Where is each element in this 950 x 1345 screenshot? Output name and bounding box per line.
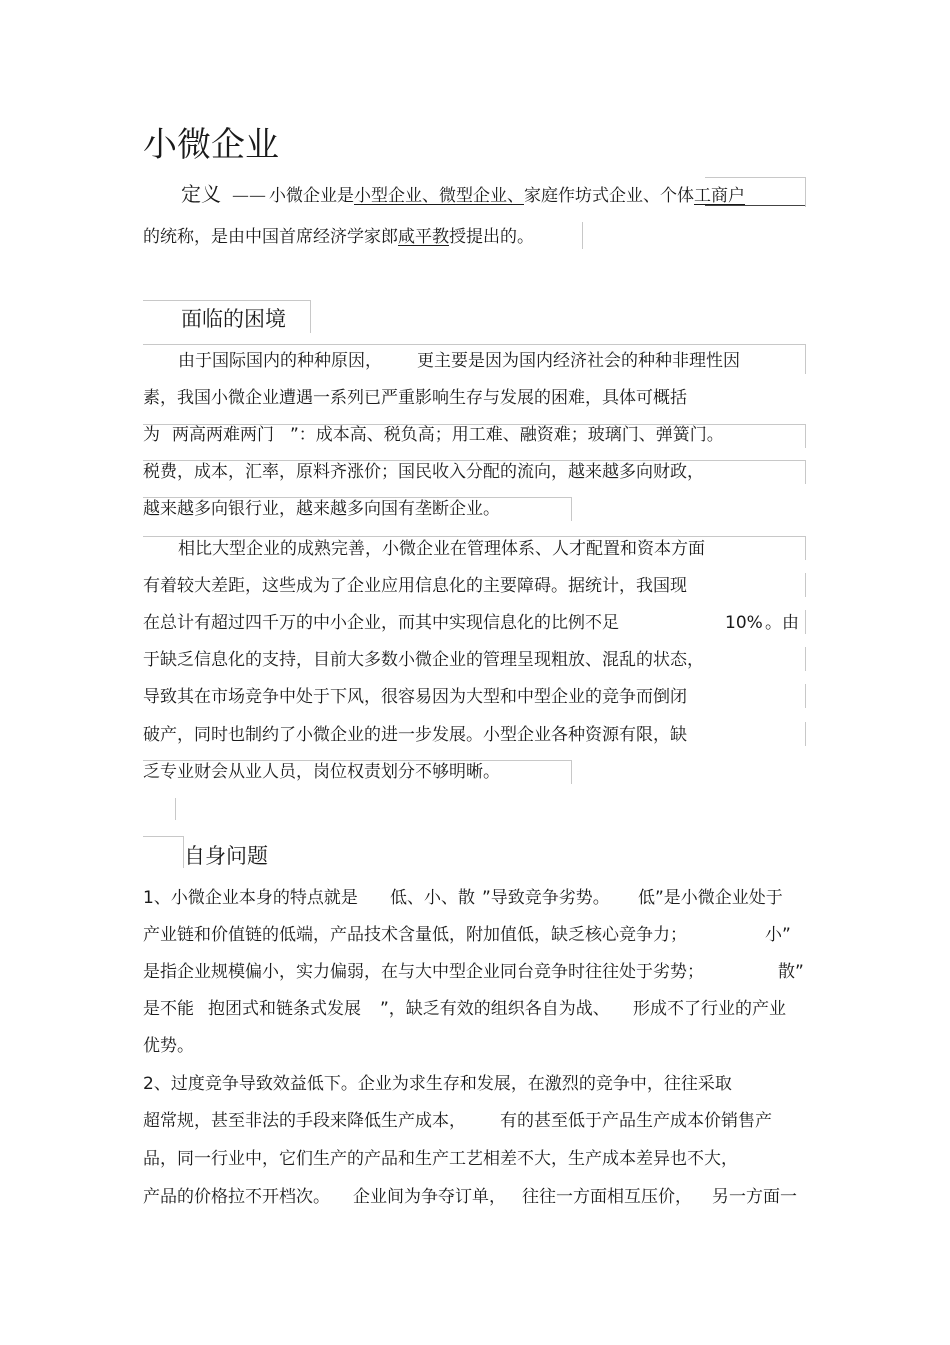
line-frame [805,424,806,448]
line-frame [143,536,805,537]
line-frame [143,460,805,461]
heading-frame [310,300,311,333]
paragraph-line: 导致其在市场竞争中处于下风，很容易因为大型和中型企业的竞争而倒闭 [143,687,687,707]
line-frame [805,722,806,746]
lang-xianping-link[interactable]: 咸平教 [398,227,449,247]
heading-frame [143,300,311,301]
paragraph-line: 散” [778,962,804,982]
underline-rule [705,205,805,206]
paragraph-line: 低、小、散 [390,888,475,908]
paragraph-line: 相比大型企业的成熟完善，小微企业在管理体系、人才配置和资本方面 [178,539,705,559]
micro-enterprise-link[interactable]: 微型企业、 [439,186,524,206]
paragraph-line: 2、过度竞争导致效益低下。企业为求生存和发展，在激烈的竞争中，往往采取 [143,1074,732,1094]
definition-dash: —— [232,186,266,206]
line-frame [582,222,583,249]
page-title: 小微企业 [143,125,279,165]
line-frame [143,424,805,425]
paragraph-line: 往往一方面相互压价， [522,1187,692,1207]
paragraph-line: 越来越多向银行业，越来越多向国有垄断企业。 [143,499,500,519]
line-frame [571,497,572,521]
line-frame [805,344,806,374]
line-frame [805,684,806,708]
paragraph-line: 为 两高两难两门 ”：成本高、税负高；用工难、融资难；玻璃门、弹簧门。 [143,425,724,445]
line-frame [805,177,806,207]
line-frame [143,344,805,345]
paragraph-line: 企业间为争夺订单， [353,1187,506,1207]
definition-line-1: 小微企业是小型企业、微型企业、家庭作坊式企业、个体工商户 [269,186,745,206]
line-frame [175,798,176,820]
paragraph-line: 素，我国小微企业遭遇一系列已严重影响生存与发展的困难，具体可概括 [143,388,687,408]
section-heading-own-problems: 自身问题 [184,844,268,868]
paragraph-line: 是指企业规模偏小，实力偏弱，在与大中型企业同台竞争时往往处于劣势； [143,962,704,982]
paragraph-line: 低”是小微企业处于 [638,888,783,908]
paragraph-line: 在总计有超过四千万的中小企业，而其中实现信息化的比例不足 [143,613,619,633]
paragraph-line: 产业链和价值链的低端，产品技术含量低，附加值低，缺乏核心竞争力； [143,925,687,945]
paragraph-line: 于缺乏信息化的支持，目前大多数小微企业的管理呈现粗放、混乱的状态， [143,650,704,670]
line-frame [805,647,806,671]
heading-frame [143,836,183,837]
paragraph-line: 另一方面一 [712,1187,797,1207]
paragraph-line: 是不能 [143,999,194,1019]
paragraph-line: 乏专业财会从业人员，岗位权责划分不够明晰。 [143,762,500,782]
paragraph-line: ”导致竞争劣势。 [482,888,610,908]
paragraph-line: 税费，成本，汇率，原料齐涨价；国民收入分配的流向，越来越多向财政， [143,462,704,482]
paragraph-line-end: 。由 [765,613,799,633]
paragraph-line: 优势。 [143,1036,194,1056]
paragraph-line: 超常规，甚至非法的手段来降低生产成本， [143,1111,466,1131]
line-frame [143,760,571,761]
line-frame [805,610,806,634]
paragraph-line: 品，同一行业中，它们生产的产品和生产工艺相差不大，生产成本差异也不大， [143,1149,738,1169]
paragraph-line: 1、小微企业本身的特点就是 [143,888,358,908]
individual-business-link[interactable]: 工商户 [694,186,745,206]
percent-value: 10% [725,613,763,633]
small-enterprise-link[interactable]: 小型企业、 [354,186,439,206]
paragraph-line: 抱团式和链条式发展 [208,999,361,1019]
line-frame [805,460,806,484]
paragraph-line: 小” [765,925,791,945]
paragraph-line: ”，缺乏有效的组织各自为战、 [380,999,610,1019]
line-frame [805,573,806,597]
line-frame [805,536,806,560]
paragraph-line: 产品的价格拉不开档次。 [143,1187,330,1207]
line-frame [571,760,572,784]
paragraph-line: 有的甚至低于产品生产成本价销售产 [500,1111,772,1131]
definition-line-2: 的统称，是由中国首席经济学家郎咸平教授提出的。 [143,227,534,247]
paragraph-line: 有着较大差距，这些成为了企业应用信息化的主要障碍。据统计，我国现 [143,576,687,596]
section-heading-difficulties: 面临的困境 [181,307,286,331]
definition-label: 定义 [181,182,221,206]
paragraph-line: 破产，同时也制约了小微企业的进一步发展。小型企业各种资源有限，缺 [143,725,687,745]
paragraph-line: 由于国际国内的种种原因， 更主要是因为国内经济社会的种种非理性因 [178,351,740,371]
line-frame [143,497,571,498]
paragraph-line: 形成不了行业的产业 [633,999,786,1019]
line-frame [705,177,805,178]
